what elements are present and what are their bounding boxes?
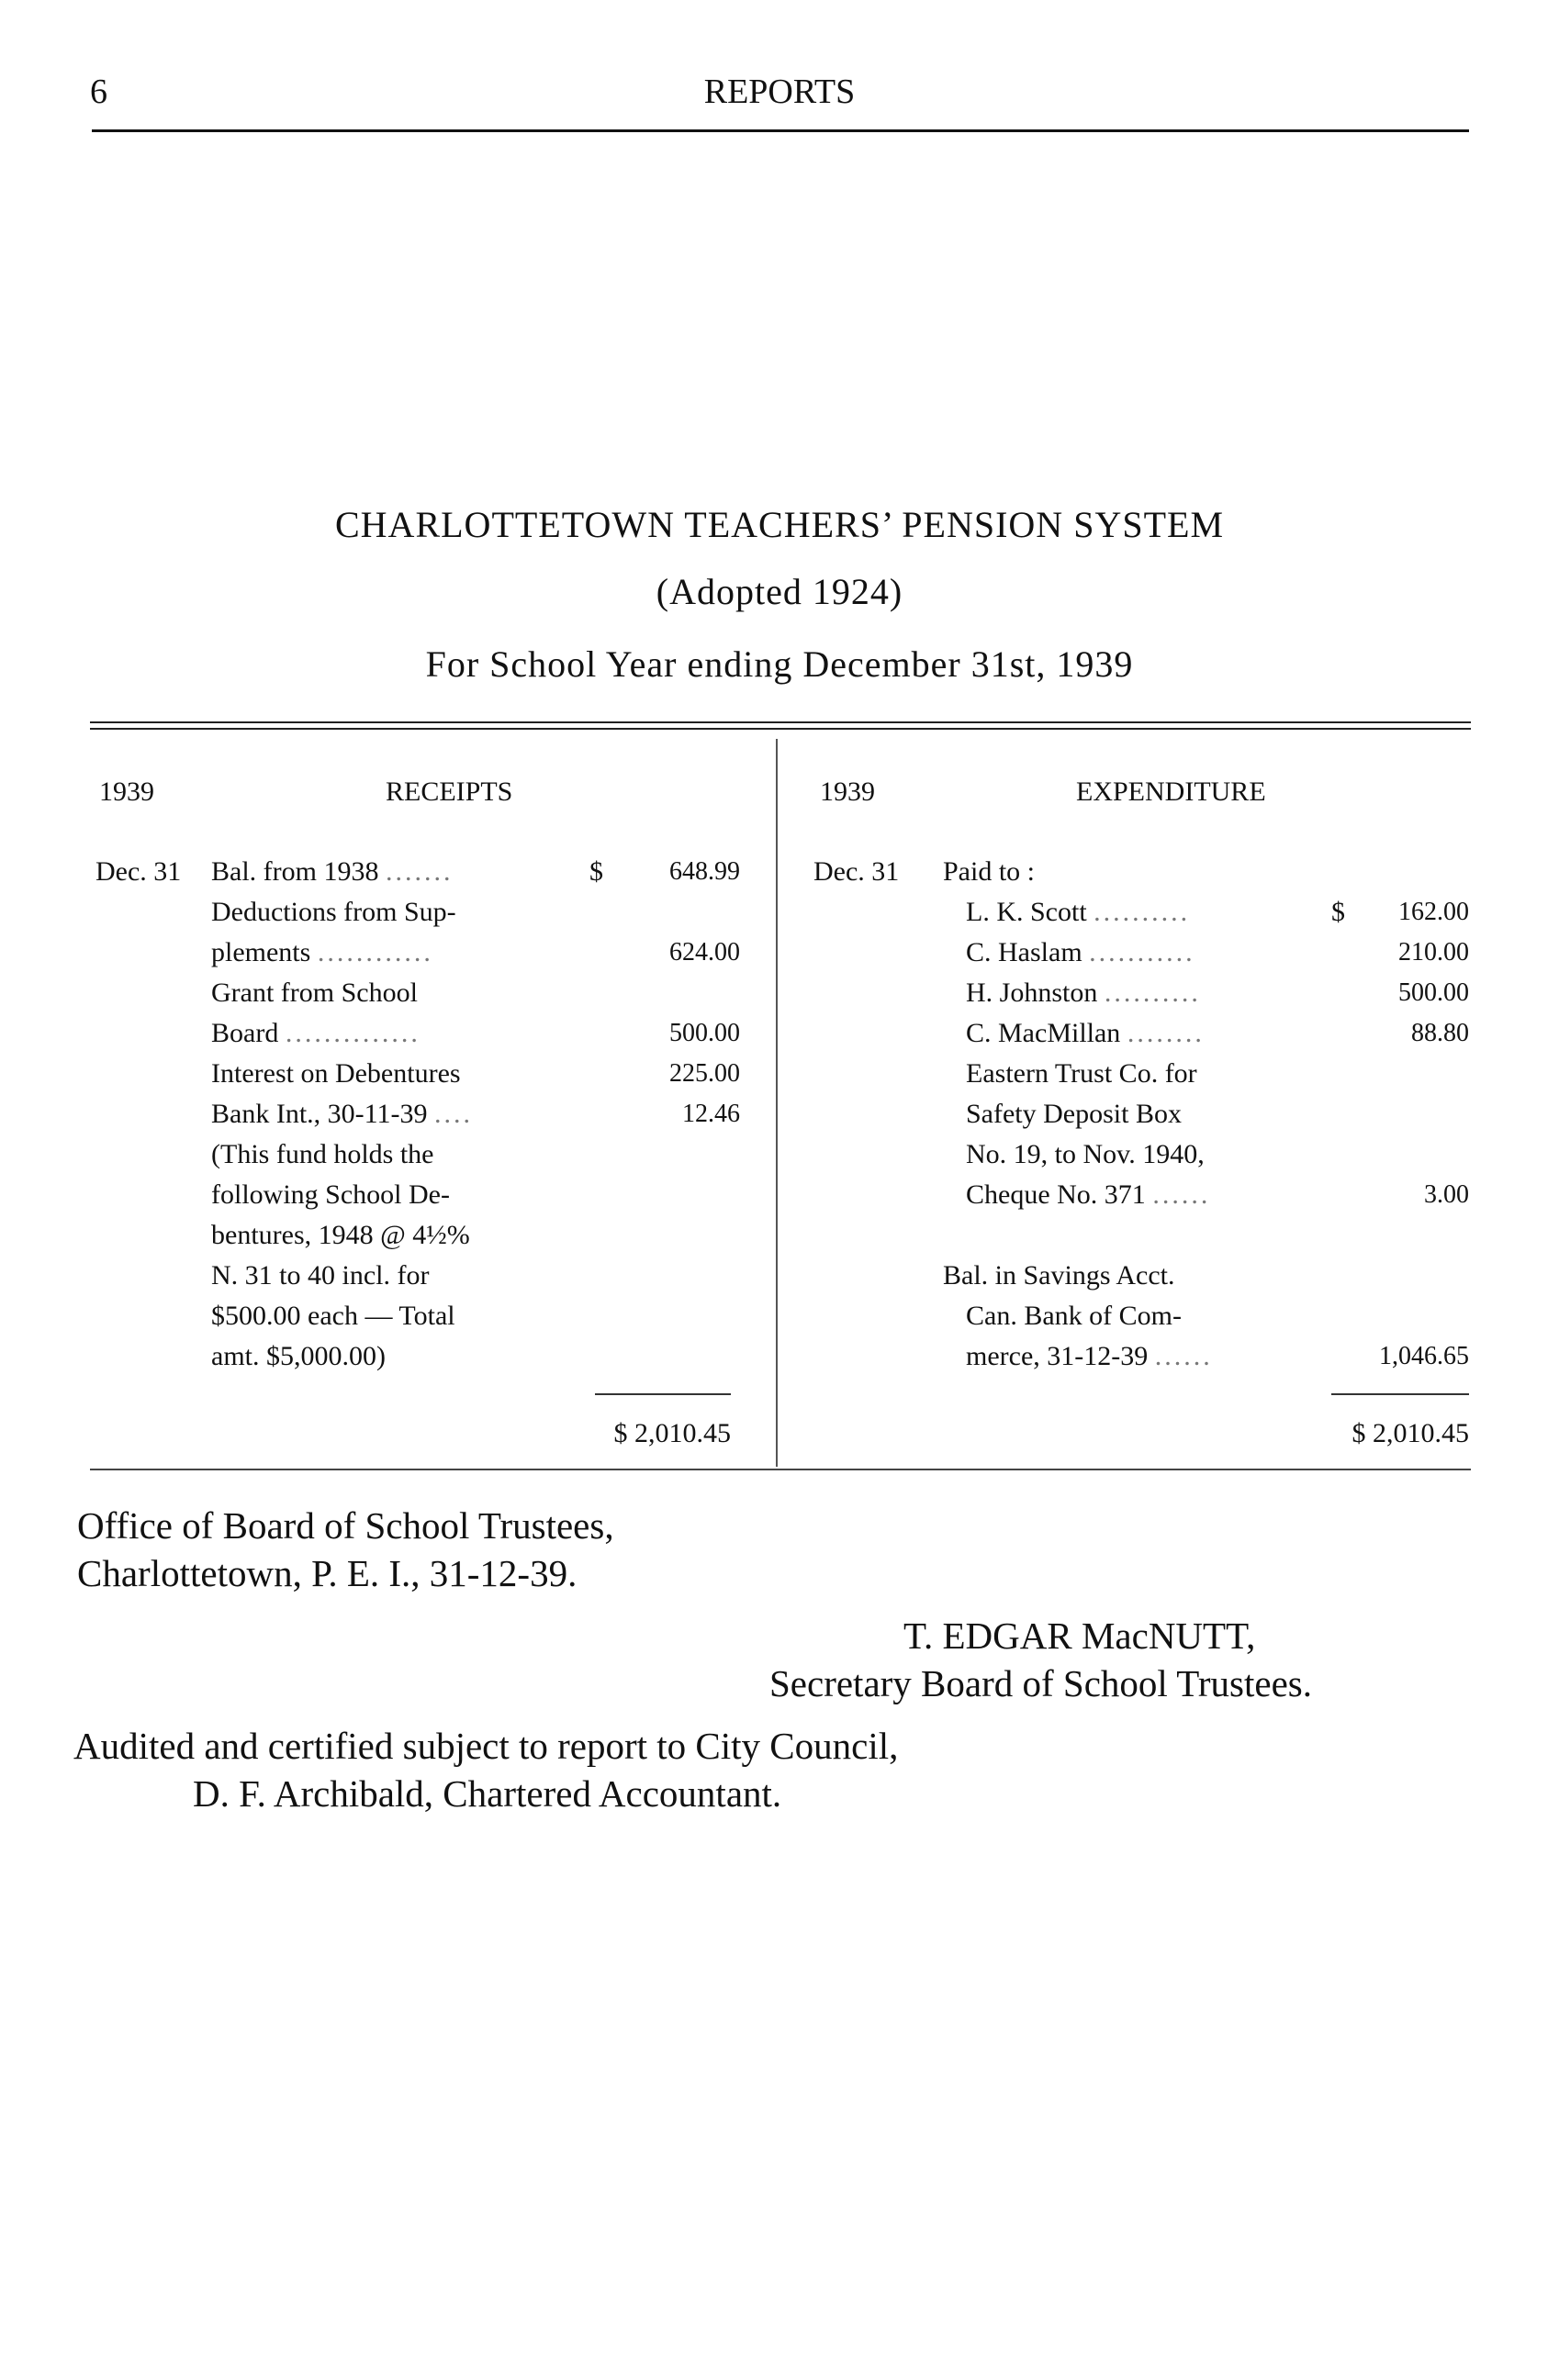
column-divider	[776, 739, 778, 1467]
expenditure-total: $ 2,010.45	[1352, 1418, 1469, 1448]
expenditure-sum-rule	[1331, 1393, 1469, 1395]
receipts-amount: 225.00	[669, 1059, 740, 1088]
header-rule	[92, 129, 1469, 132]
expenditure-line: Safety Deposit Box	[966, 1099, 1182, 1129]
audit-line-1: Audited and certified subject to report to City Council,	[73, 1725, 899, 1767]
expenditure-line: No. 19, to Nov. 1940,	[966, 1139, 1205, 1169]
expenditure-amount: 500.00	[1398, 978, 1469, 1007]
receipts-item-bank-int: Bank Int., 30-11-39 ....	[211, 1099, 474, 1129]
expenditure-amount: 1,046.65	[1379, 1342, 1469, 1370]
office-line-2: Charlottetown, P. E. I., 31-12-39.	[77, 1552, 578, 1594]
receipts-currency: $	[589, 856, 603, 887]
receipts-line: Bal. from 1938	[211, 856, 379, 887]
receipts-line: plements	[211, 937, 311, 967]
receipts-line	[211, 892, 577, 933]
receipts-line: Bank Int., 30-11-39	[211, 1099, 428, 1129]
expenditure-line: Cheque No. 371	[966, 1179, 1146, 1210]
receipts-amount: 624.00	[669, 938, 740, 967]
expenditure-currency: $	[1331, 897, 1345, 927]
expenditure-date: Dec. 31	[813, 856, 900, 887]
period-subtitle: For School Year ending December 31st, 1939	[425, 643, 1134, 685]
expenditure-amount: 162.00	[1398, 898, 1469, 926]
expenditure-heading: EXPENDITURE	[1076, 777, 1266, 807]
expenditure-item-haslam: C. Haslam ...........	[966, 937, 1195, 967]
table-bottom-rule	[90, 1469, 1471, 1470]
expenditure-line: L. K. Scott	[966, 897, 1087, 927]
expenditure-line: Eastern Trust Co. for	[966, 1058, 1197, 1089]
expenditure-amount: 210.00	[1398, 938, 1469, 967]
expenditure-line: H. Johnston	[966, 978, 1098, 1008]
expenditure-line: C. Haslam	[966, 937, 1082, 967]
receipts-line: following School De-	[211, 1179, 450, 1210]
receipts-item-board: Board ..............	[211, 1018, 421, 1048]
receipts-line: amt. $5,000.00)	[211, 1341, 386, 1371]
expenditure-item-cheque: Cheque No. 371 ......	[966, 1179, 1211, 1210]
expenditure-item-johnston: H. Johnston ..........	[966, 978, 1201, 1008]
expenditure-line: merce, 31-12-39	[966, 1341, 1149, 1371]
office-line-1: Office of Board of School Trustees,	[77, 1504, 614, 1547]
expenditure-year: 1939	[820, 777, 875, 807]
receipts-amount: 12.46	[682, 1100, 740, 1128]
receipts-date: Dec. 31	[95, 856, 182, 887]
document-title: CHARLOTTETOWN TEACHERS’ PENSION SYSTEM	[334, 504, 1225, 545]
expenditure-item-savings: merce, 31-12-39 ......	[966, 1341, 1213, 1371]
receipts-sum-rule	[595, 1393, 731, 1395]
receipts-heading: RECEIPTS	[386, 777, 513, 807]
table-top-rule	[90, 721, 1471, 730]
receipts-line: N. 31 to 40 incl. for	[211, 1260, 430, 1291]
signatory-name: T. EDGAR MacNUTT,	[903, 1615, 1256, 1657]
expenditure-line: Paid to :	[943, 856, 1036, 887]
receipts-line: (This fund holds the	[211, 1139, 434, 1169]
receipts-item-supplements: plements ............	[211, 937, 433, 967]
receipts-year: 1939	[99, 777, 154, 807]
receipts-total: $ 2,010.45	[613, 1418, 731, 1448]
receipts-line: bentures, 1948 @ 4½%	[211, 1220, 470, 1250]
receipts-line: Interest on Debentures	[211, 1058, 461, 1089]
expenditure-amount: 88.80	[1411, 1019, 1469, 1047]
receipts-amount: 500.00	[669, 1019, 740, 1047]
running-title: REPORTS	[703, 73, 856, 111]
signatory-title: Secretary Board of School Trustees.	[769, 1662, 1312, 1704]
receipts-line: Board	[211, 1018, 279, 1048]
page-number: 6	[90, 73, 107, 111]
receipts-item-bal-1938: Bal. from 1938 .......	[211, 856, 454, 887]
expenditure-line: Can. Bank of Com-	[966, 1301, 1182, 1331]
expenditure-line: Bal. in Savings Acct.	[943, 1260, 1175, 1291]
expenditure-amount: 3.00	[1424, 1180, 1469, 1209]
receipts-line: Grant from School	[211, 978, 418, 1008]
expenditure-item-macmillan: C. MacMillan ........	[966, 1018, 1205, 1048]
expenditure-line: C. MacMillan	[966, 1018, 1121, 1048]
expenditure-item-scott: L. K. Scott ..........	[966, 897, 1191, 927]
receipts-amount: 648.99	[669, 857, 740, 886]
adopted-subtitle: (Adopted 1924)	[656, 571, 903, 612]
receipts-line: Deductions from Sup-	[211, 897, 456, 927]
audit-line-2: D. F. Archibald, Chartered Accountant.	[193, 1772, 782, 1815]
receipts-line: $500.00 each — Total	[211, 1301, 455, 1331]
